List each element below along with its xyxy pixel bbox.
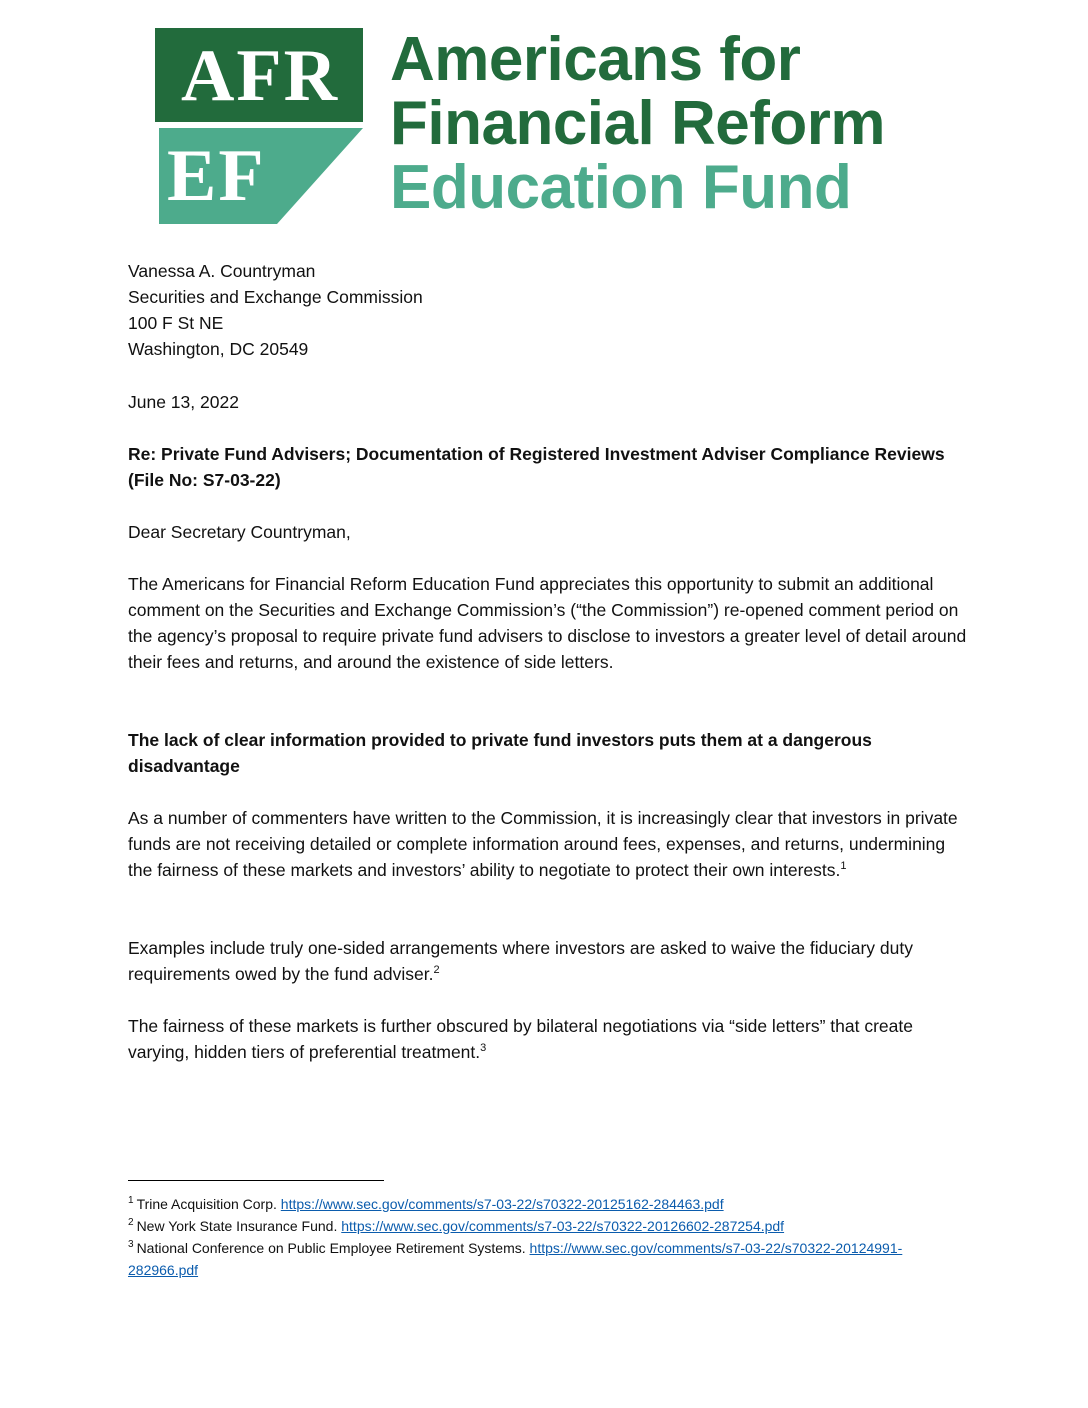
footnote-divider [128,1180,384,1181]
footnote-ref-2[interactable]: 2 [433,964,440,977]
footnote-3-source: National Conference on Public Employee Retirement Systems. [136,1240,526,1256]
recipient-name: Vanessa A. Countryman [128,261,316,281]
footnote-ref-3[interactable]: 3 [480,1042,487,1055]
salutation: Dear Secretary Countryman, [128,522,351,542]
footnote-2-link[interactable]: https://www.sec.gov/comments/s7-03-22/s70322-20126602-287254.pdf [341,1218,785,1234]
paragraph-examples [128,935,968,987]
footnotes [128,1193,968,1281]
recipient-street: 100 F St NE [128,313,224,333]
paragraph-commenters [128,805,968,883]
paragraph-intro: The Americans for Financial Reform Education Fund appreciates this opportunity to submit an additional comment on the Securities and Exchange Commission’s (“the Commission”) re-opened comment period on the agency’s proposal to require private fund advisers to disclose to investors a greater level of detail around their fees and returns, and around the existence of side letters. [128,574,967,672]
footnote-3 [128,1237,968,1281]
subject-line: Re: Private Fund Advisers; Documentation of Registered Investment Adviser Compliance Reviews (File No: S7-03-22) [128,444,945,490]
logo-mark-afr: AFR [180,35,340,117]
afr-ef-logo [155,25,945,224]
logo-wordmark [390,25,950,222]
footnote-2 [128,1215,968,1237]
footnote-3-number: 3 [128,1239,134,1251]
paragraph-side-letters [128,1013,968,1065]
footnote-3-link[interactable]: https://www.sec.gov/comments/s7-03-22/s70322-20124991-282966.pdf [128,1240,903,1278]
letter-date: June 13, 2022 [128,392,239,412]
logo-line-2: Financial Reform [390,89,885,158]
footnote-2-source: New York State Insurance Fund. [136,1218,338,1234]
recipient-organization: Securities and Exchange Commission [128,287,423,307]
paragraph-examples-text: Examples include truly one-sided arrangements where investors are asked to waive the fiduciary duty requirements owed by the fund adviser. [128,938,913,984]
footnote-ref-1[interactable]: 1 [840,860,847,873]
recipient-city: Washington, DC 20549 [128,339,309,359]
logo-line-3: Education Fund [390,153,852,222]
footnote-1 [128,1193,968,1215]
footnote-1-source: Trine Acquisition Corp. [136,1196,277,1212]
logo-mark-ef: EF [167,135,266,217]
recipient-address [128,258,968,362]
logo-mark [155,28,365,224]
footnote-1-link[interactable]: https://www.sec.gov/comments/s7-03-22/s70322-20125162-284463.pdf [280,1196,724,1212]
paragraph-side-letters-text: The fairness of these markets is further obscured by bilateral negotiations via “side letters” that create varying, hidden tiers of preferential treatment. [128,1016,913,1062]
logo-line-1: Americans for [390,25,801,94]
footnote-1-number: 1 [128,1195,134,1207]
footnote-2-number: 2 [128,1217,134,1229]
paragraph-commenters-text: As a number of commenters have written to the Commission, it is increasingly clear that investors in private funds are not receiving detailed or complete information around fees, expenses, and returns, undermining the fairness of these markets and investors’ ability to negotiate to protect their own interests. [128,808,958,880]
section-heading: The lack of clear information provided to private fund investors puts them at a dangerous disadvantage [128,730,872,776]
